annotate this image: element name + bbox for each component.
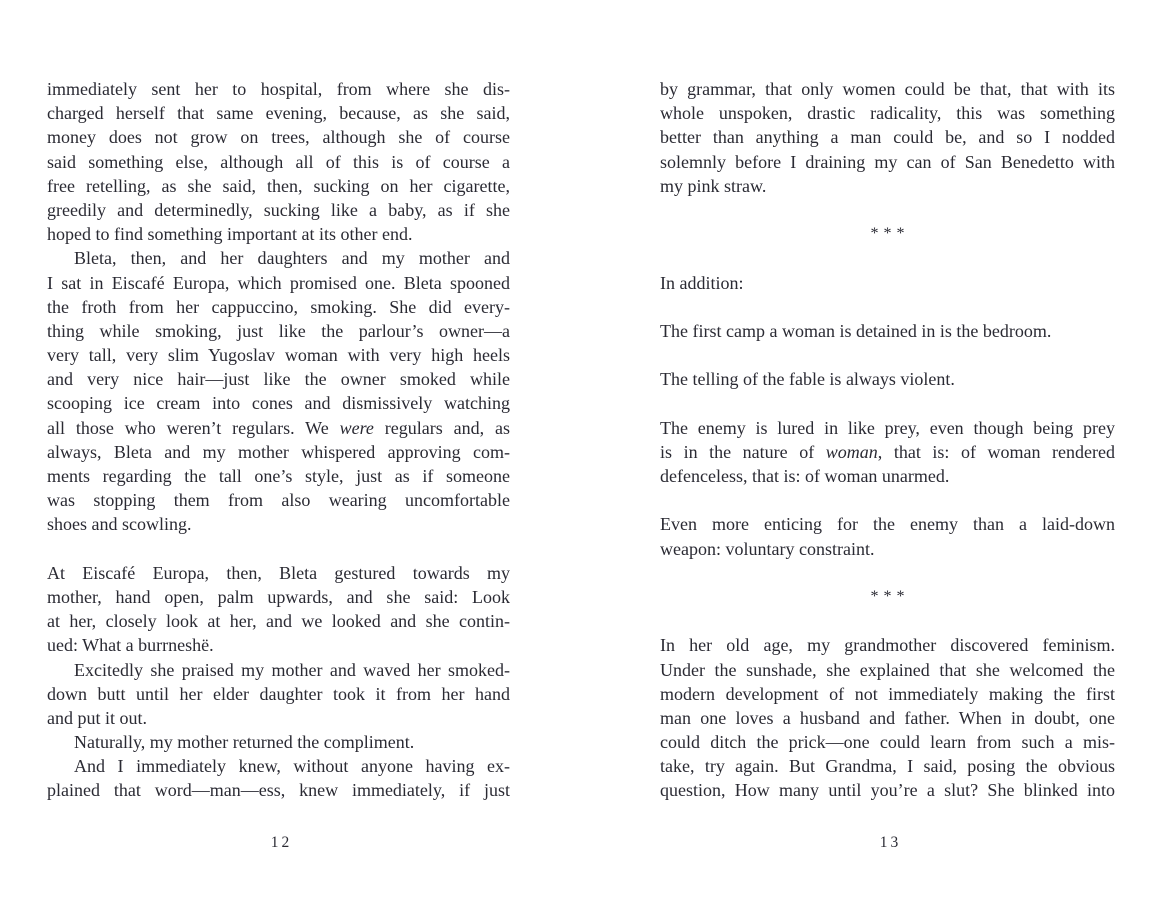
text-line: hoped to find something important at its other end. — [47, 224, 413, 245]
section-divider: *** — [870, 225, 910, 243]
paragraph-gap — [660, 561, 1115, 585]
paragraph-gap — [660, 198, 1115, 222]
text-line: at her, closely look at her, and we looked and she contin- — [47, 611, 510, 632]
text-line: defenceless, that is: of woman unarmed. — [660, 466, 950, 486]
text-line: man one loves a husband and father. When in doubt, one — [660, 707, 1115, 728]
page-number: 12 — [270, 834, 293, 851]
text-line: I sat in Eiscafé Europa, which promised one. Bleta spooned — [47, 272, 510, 293]
paragraph — [47, 754, 510, 802]
paragraph — [47, 561, 510, 658]
text-line: down butt until her elder daughter took it from her hand — [47, 683, 510, 704]
text-line: Excitedly she praised my mother and waved her smoked- — [74, 659, 510, 680]
text-line: ued: What a burrneshë. — [47, 635, 214, 656]
paragraph-gap — [660, 609, 1115, 633]
section-divider: *** — [870, 587, 910, 605]
text-line: And I immediately knew, without anyone having ex- — [74, 756, 510, 777]
text-line: plained that word—man—ess, knew immediately, if just — [47, 780, 510, 801]
left-page-text — [47, 77, 510, 803]
text-line: the froth from her cappuccino, smoking. She did every- — [47, 296, 510, 317]
text-line: solemnly before I draining my can of San Benedetto with — [660, 151, 1115, 172]
text-line: was stopping them from also wearing uncomfortable — [47, 490, 510, 511]
text-line: In her old age, my grandmother discovered feminism. — [660, 635, 1115, 656]
text-line: whole unspoken, drastic radicality, this was something — [660, 103, 1115, 124]
paragraph — [47, 658, 510, 731]
paragraph — [660, 319, 1115, 343]
text-line: Under the sunshade, she explained that she welcomed the — [660, 659, 1115, 680]
text-line: charged herself that same evening, because, as she said, — [47, 103, 510, 124]
paragraph-gap — [47, 537, 510, 561]
text-line: Bleta, then, and her daughters and my mother and — [74, 248, 510, 269]
text-line: very tall, very slim Yugoslav woman with very high heels — [47, 345, 510, 366]
text-line: better than anything a man could be, and so I nodded — [660, 127, 1115, 148]
text-line: always, Bleta and my mother whispered approving com- — [47, 441, 510, 462]
paragraph-gap — [660, 295, 1115, 319]
text-line: said something else, although all of this is of course a — [47, 151, 510, 172]
paragraph — [660, 416, 1115, 489]
text-line: is in the nature of woman, that is: of woman rendered — [660, 441, 1116, 462]
text-line: could ditch the prick—one could learn from such a mis- — [660, 732, 1115, 753]
text-line: all those who weren’t regulars. We were regulars and, as — [47, 417, 510, 438]
text-line: shoes and scowling. — [47, 514, 192, 535]
page-number: 13 — [879, 834, 902, 851]
text-line: and very nice hair—just like the owner smoked while — [47, 369, 510, 390]
paragraph — [660, 271, 1115, 295]
paragraph — [660, 633, 1115, 802]
text-line: free retelling, as she said, then, sucking on her cigarette, — [47, 175, 510, 196]
paragraph-gap — [660, 488, 1115, 512]
text-line: by grammar, that only women could be that, that with its — [660, 79, 1115, 99]
paragraph — [660, 77, 1115, 198]
text-line: thing while smoking, just like the parlour’s owner—a — [47, 320, 510, 341]
paragraph — [660, 367, 1115, 391]
text-line: money does not grow on trees, although she of course — [47, 127, 510, 148]
text-line: scooping ice cream into cones and dismissively watching — [47, 393, 510, 414]
text-line: modern development of not immediately making the first — [660, 683, 1115, 704]
text-line: take, try again. But Grandma, I said, posing the obvious — [660, 756, 1115, 777]
text-line: Even more enticing for the enemy than a laid-down — [660, 514, 1115, 535]
text-line: greedily and determinedly, sucking like a baby, as if she — [47, 199, 510, 220]
text-line: Naturally, my mother returned the compliment. — [74, 732, 415, 753]
text-line: question, How many until you’re a slut? She blinked into — [660, 780, 1115, 801]
text-line: and put it out. — [47, 707, 147, 728]
paragraph-gap — [660, 391, 1115, 415]
text-line: At Eiscafé Europa, then, Bleta gestured towards my — [47, 562, 510, 583]
paragraph-gap — [660, 246, 1115, 270]
paragraph — [47, 246, 510, 536]
paragraph — [47, 77, 510, 246]
text-line: The telling of the fable is always violent. — [660, 369, 955, 390]
text-line: In addition: — [660, 272, 744, 293]
paragraph-gap — [660, 343, 1115, 367]
paragraph — [47, 730, 510, 754]
text-line: ments regarding the tall one’s style, just as if someone — [47, 466, 510, 486]
text-line: The first camp a woman is detained in is the bedroom. — [660, 320, 1052, 341]
text-line: mother, hand open, palm upwards, and she said: Look — [47, 586, 510, 607]
paragraph — [660, 512, 1115, 560]
text-line: weapon: voluntary constraint. — [660, 538, 875, 559]
text-line: The enemy is lured in like prey, even though being prey — [660, 417, 1115, 438]
right-page-text — [660, 77, 1115, 803]
text-line: immediately sent her to hospital, from where she dis- — [47, 79, 510, 99]
text-line: my pink straw. — [660, 175, 767, 196]
